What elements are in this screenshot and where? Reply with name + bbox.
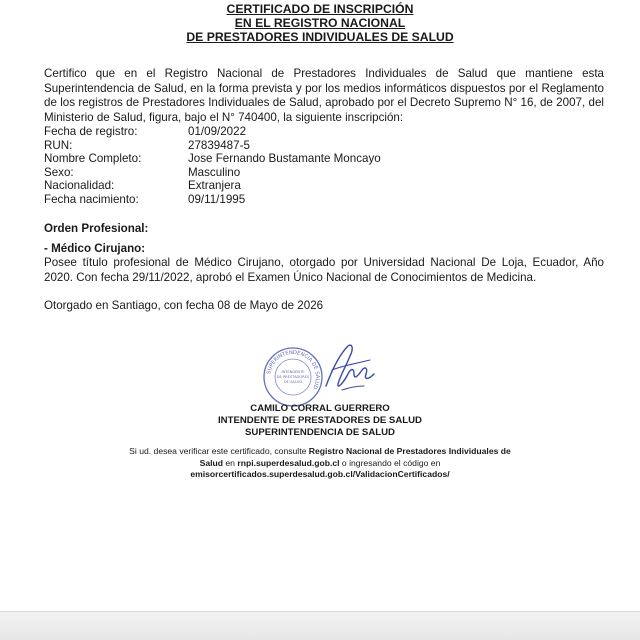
certificate-title-line2: EN EL REGISTRO NACIONAL (234, 16, 406, 30)
signer-institution: SUPERINTENDENCIA DE SALUD (245, 427, 395, 438)
intro-paragraph: Certifico que en el Registro Nacional de Prestadores Individuales de Salud que mantiene esta Superintendencia de Salud, en la forma prevista y por los medios informáticos dispuestos por el Reglamento de los registros de Prestadores Individuales de Salud, aprobado por el Decreto Supremo N° 16, de 2007, del Ministerio de Salud, figura, bajo el N° 740400, la siguiente inscripción: (44, 67, 604, 124)
field-row-fecha-registro (44, 125, 381, 139)
verify-registry-name: Registro Nacional de Prestadores Individuales de Salud (199, 446, 511, 468)
field-value: Jose Fernando Bustamante Moncayo (188, 152, 381, 165)
field-row-fecha-nacimiento (44, 193, 381, 207)
verify-link-rnpi[interactable]: rnpi.superdesalud.gob.cl (237, 457, 340, 468)
issued-date-line: Otorgado en Santiago, con fecha 08 de Mayo de 2026 (44, 299, 324, 312)
field-value: Masculino (188, 165, 241, 179)
orden-profesional-heading: Orden Profesional: (44, 222, 149, 235)
field-label: Fecha nacimiento: (44, 192, 139, 206)
seal-center-line3: DE SALUD (283, 380, 303, 384)
seal-center-line1: INTENDENTE (281, 370, 305, 374)
field-value: Extranjera (188, 179, 241, 192)
verify-text-1: Si ud. desea verificar este certificado, consulte (129, 446, 309, 456)
official-seal-icon (262, 346, 324, 408)
field-value: 27839487-5 (188, 138, 250, 152)
registration-fields (44, 125, 381, 206)
field-row-run (44, 139, 381, 153)
certificate-title-line1: CERTIFICADO DE INSCRIPCIÓN (226, 2, 414, 16)
verify-text-3: o ingresando el código en (339, 457, 441, 468)
seal-center-line2: DE PRESTADORES (276, 375, 310, 379)
page-bottom-shadow (0, 612, 640, 640)
field-label: RUN: (44, 138, 73, 152)
field-row-sexo (44, 166, 381, 180)
signer-name: CAMILO CORRAL GUERRERO (250, 403, 390, 414)
field-label: Nombre Completo: (44, 152, 142, 165)
verify-text-2: en (223, 457, 238, 468)
signature-icon (318, 340, 378, 398)
profession-description: Posee título profesional de Médico Cirujano, otorgado por Universidad Nacional De Loja, Ecuador, Año 2020. Con fecha 29/11/2022, aprobó el Examen Único Nacional de Conocimientos de Medicina. (44, 256, 604, 284)
field-label: Sexo: (44, 165, 74, 179)
certificate-title-line3: DE PRESTADORES INDIVIDUALES DE SALUD (186, 30, 454, 44)
field-value: 01/09/2022 (188, 125, 247, 138)
field-label: Nacionalidad: (44, 179, 115, 192)
verification-note (120, 446, 520, 481)
verify-link-validation[interactable]: emisorcertificados.superdesalud.gob.cl/ValidacionCertificados/ (190, 469, 450, 479)
profession-heading: - Médico Cirujano: (44, 242, 146, 255)
signer-title: INTENDENTE DE PRESTADORES DE SALUD (218, 415, 422, 426)
field-row-nombre (44, 152, 381, 166)
seal-ring-text: SUPERINTENDENCIA DE SALUD (266, 349, 321, 391)
field-row-nacionalidad (44, 179, 381, 193)
field-value: 09/11/1995 (188, 192, 246, 206)
field-label: Fecha de registro: (44, 125, 138, 138)
